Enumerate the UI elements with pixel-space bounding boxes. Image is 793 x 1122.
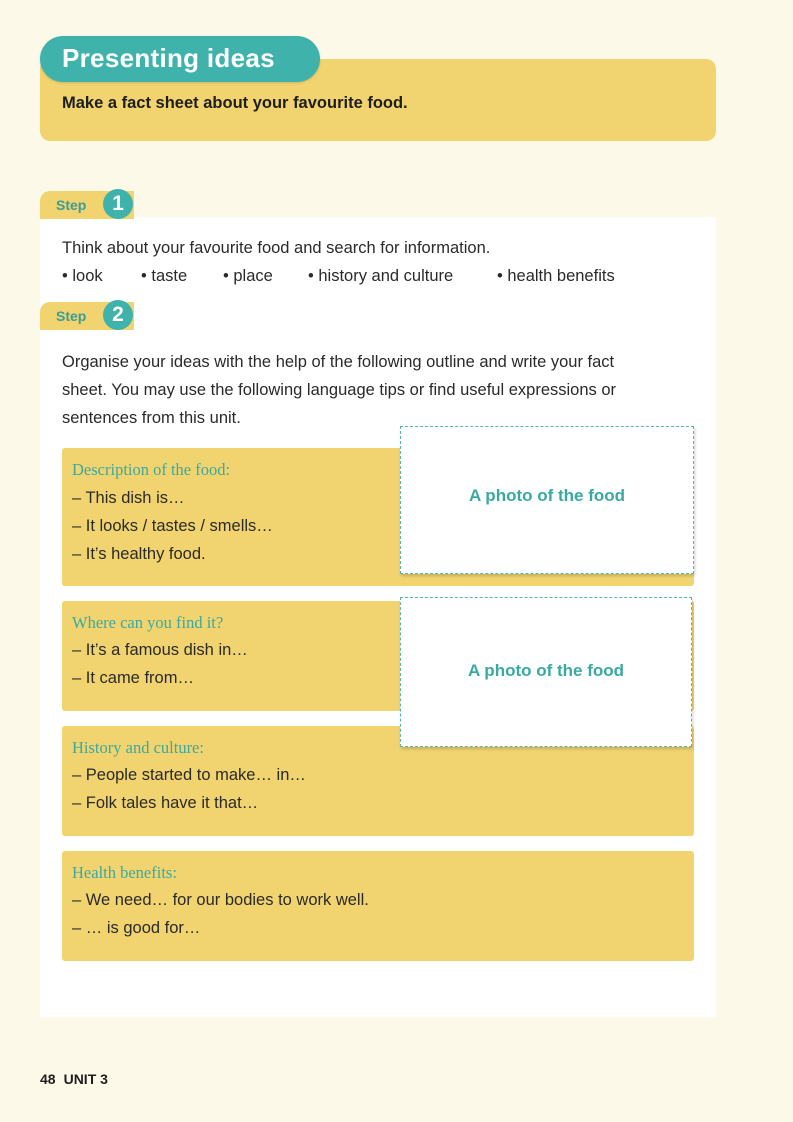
step-2-tab [40, 302, 134, 330]
paragraph-line: sentences from this unit. [62, 409, 241, 427]
photo-placeholder-label: A photo of the food [467, 661, 625, 680]
box-title: History and culture: [72, 738, 204, 757]
unit-label: UNIT 3 [63, 1071, 108, 1087]
step-2-number-badge: 2 [103, 300, 133, 330]
section-title: Presenting ideas [62, 43, 275, 73]
box-line: – It’s a famous dish in… [72, 641, 248, 659]
bullet-item: • taste [141, 267, 188, 285]
step-2-label: Step [56, 308, 87, 324]
photo-placeholder-label: A photo of the food [468, 486, 626, 505]
box-line: – It looks / tastes / smells… [72, 517, 273, 535]
box-title: Where can you find it? [72, 613, 224, 632]
bullet-item: • health benefits [497, 267, 615, 285]
step-2-paragraph [62, 348, 702, 432]
box-line: – People started to make… in… [72, 766, 306, 784]
bullet-item: • history and culture [308, 267, 454, 285]
bullet-item: • place [223, 267, 273, 285]
photo-placeholder [400, 597, 692, 747]
box-title: Health benefits: [72, 863, 177, 882]
box-line: – It came from… [72, 669, 194, 687]
page-footer [40, 1071, 108, 1087]
box-title: Description of the food: [72, 460, 231, 479]
box-line: – It’s healthy food. [72, 545, 206, 563]
outline-box-health [62, 851, 694, 961]
paragraph-line: Organise your ideas with the help of the following outline and write your fact [62, 353, 615, 371]
box-line: – … is good for… [72, 919, 201, 937]
bullet-item: • look [62, 267, 103, 285]
box-line: – We need… for our bodies to work well. [72, 891, 369, 909]
step-1-text: Think about your favourite food and search for information. [62, 239, 491, 257]
step-1-number-badge: 1 [103, 189, 133, 219]
section-title-pill [40, 36, 320, 82]
paragraph-line: sheet. You may use the following language tips or find useful expressions or [62, 381, 617, 399]
task-instruction: Make a fact sheet about your favourite food. [62, 94, 408, 112]
step-1-label: Step [56, 197, 87, 213]
page-number: 48 [40, 1071, 56, 1087]
box-line: – Folk tales have it that… [72, 794, 259, 812]
step-1-tab [40, 191, 134, 219]
photo-placeholder [400, 426, 694, 574]
box-line: – This dish is… [72, 489, 185, 507]
